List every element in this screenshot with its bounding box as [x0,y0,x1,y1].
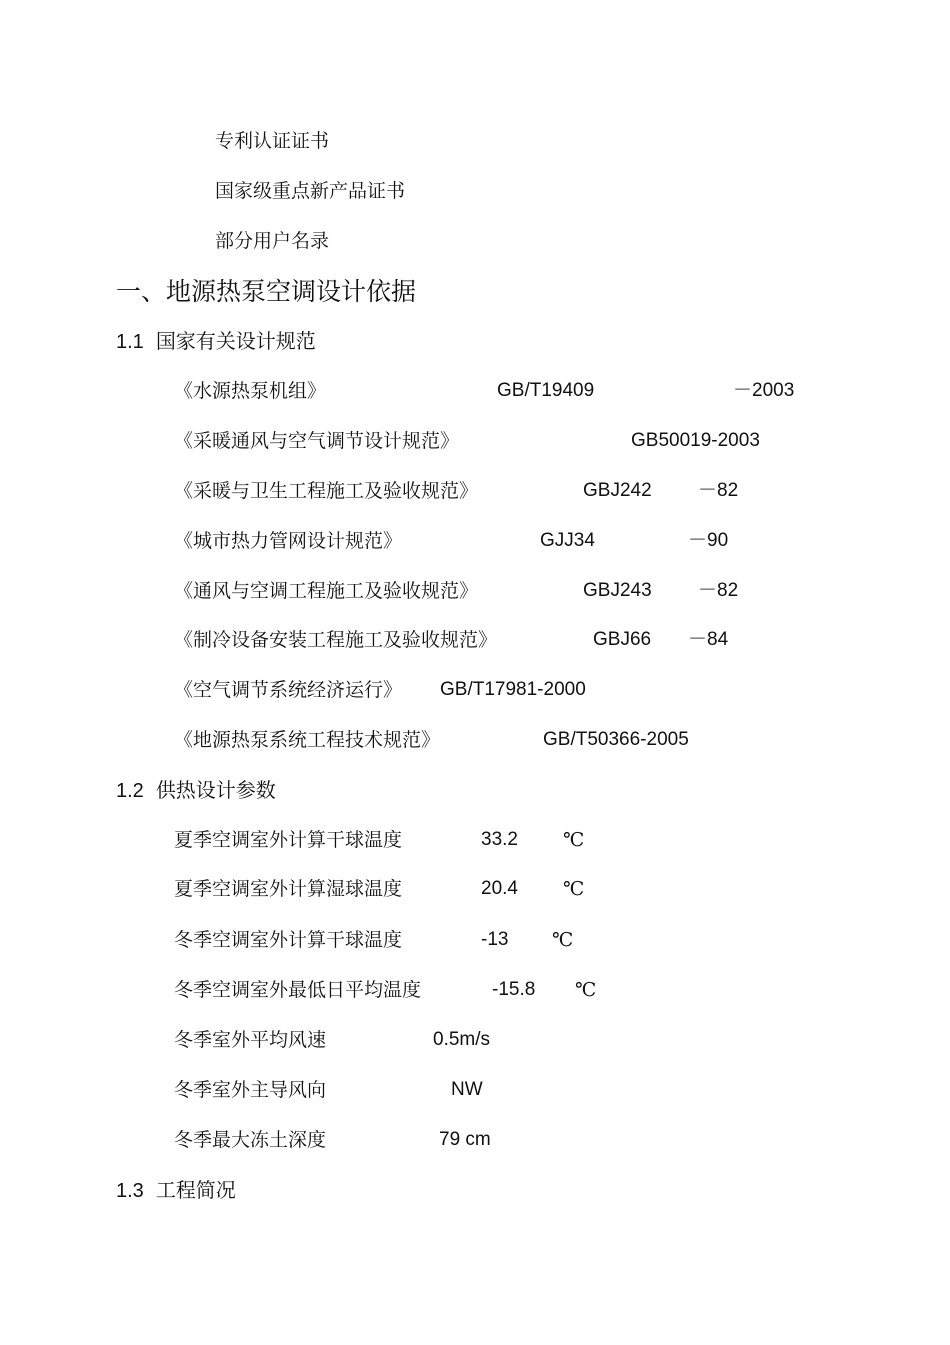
standard-code: GJJ34 [540,530,595,551]
section-heading-1: 一、地源热泵空调设计依据 [116,277,417,306]
param-unit: ℃ [552,929,574,951]
subsection-number: 1.3 [116,1180,144,1202]
param-value: 79 cm [439,1129,491,1150]
subsection-heading-1-2 [116,777,276,804]
subsection-heading-1-1 [116,328,316,355]
param-value: 20.4 [481,878,518,899]
param-label: 夏季空调室外计算湿球温度 [174,878,403,900]
param-value: NW [451,1079,483,1100]
standard-name: 《水源热泵机组》 [174,380,327,402]
param-unit: ℃ [575,979,597,1001]
subsection-title: 供热设计参数 [155,778,276,802]
subsection-title: 工程简况 [155,1178,236,1202]
standard-name: 《采暖与卫生工程施工及验收规范》 [174,480,479,502]
intro-item-user-list: 部分用户名录 [215,230,330,252]
standard-code: GBJ66 [593,629,652,650]
subsection-heading-1-3 [116,1177,236,1204]
param-label: 冬季室外平均风速 [174,1029,327,1051]
standard-name: 《采暖通风与空气调节设计规范》 [174,430,460,452]
standard-name: 《空气调节系统经济运行》 [174,679,403,701]
param-label: 冬季最大冻土深度 [174,1129,327,1151]
standard-code: GBJ243 [583,580,652,601]
intro-item-patent: 专利认证证书 [215,130,330,152]
intro-item-product-cert: 国家级重点新产品证书 [215,180,406,202]
standard-code: GB/T50366-2005 [543,729,689,750]
standard-code: GBJ242 [583,480,652,501]
subsection-number: 1.1 [116,331,144,353]
standard-year: －82 [698,480,739,501]
standard-year: －82 [698,580,739,601]
param-label: 夏季空调室外计算干球温度 [174,829,403,851]
standard-name: 《通风与空调工程施工及验收规范》 [174,580,479,602]
param-value: 0.5m/s [433,1029,491,1050]
standard-year: －2003 [733,380,795,401]
standard-year: －90 [688,530,729,551]
standard-year: －84 [688,629,729,650]
param-label: 冬季室外主导风向 [174,1079,327,1101]
param-unit: ℃ [563,829,585,851]
standard-name: 《地源热泵系统工程技术规范》 [174,729,441,751]
standard-code: GB/T19409 [497,380,595,401]
standard-name: 《城市热力管网设计规范》 [174,530,403,552]
subsection-title: 国家有关设计规范 [155,329,316,353]
param-label: 冬季空调室外最低日平均温度 [174,979,422,1001]
subsection-number: 1.2 [116,780,144,802]
param-label: 冬季空调室外计算干球温度 [174,929,403,951]
standard-code: GB50019-2003 [631,430,760,451]
param-value: -13 [481,929,509,950]
param-value: -15.8 [492,979,536,1000]
standard-code: GB/T17981-2000 [440,679,586,700]
param-value: 33.2 [481,829,518,850]
param-unit: ℃ [563,878,585,900]
standard-name: 《制冷设备安装工程施工及验收规范》 [174,629,498,651]
